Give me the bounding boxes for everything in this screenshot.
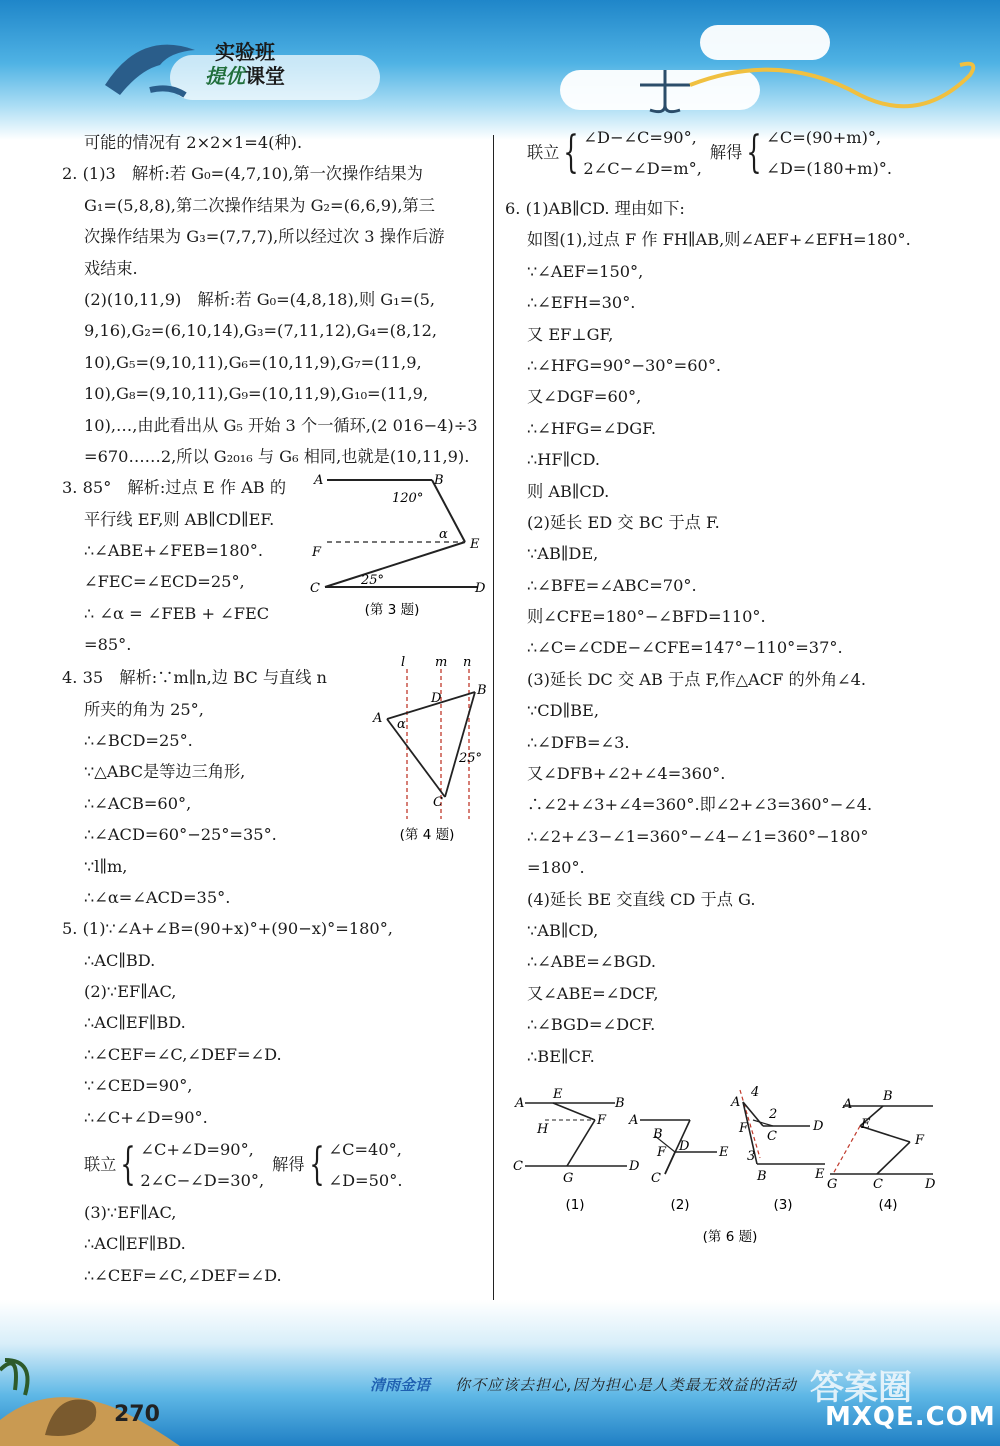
label-25: 25° (361, 573, 385, 589)
motto-tag: 清雨金语 (370, 1376, 431, 1394)
label-B: B (757, 1168, 767, 1184)
label-E: E (815, 1166, 825, 1182)
figure-q3 (307, 472, 487, 622)
label-F: F (312, 545, 322, 561)
equation: 2∠C−∠D=m°, (583, 159, 702, 178)
equation: ∠D=(180+m)°. (766, 159, 893, 178)
figure-q6 (505, 1078, 945, 1258)
text-line: (3)∵EF∥AC, (84, 1203, 177, 1223)
text-line: ∵AB∥DE, (527, 544, 599, 564)
figure-q6-1 (513, 1087, 640, 1213)
watermark-url: MXQE.COM (825, 1402, 996, 1432)
figure-caption: (第 4 题) (399, 827, 455, 844)
label-n3: 3 (747, 1148, 756, 1164)
brace-icon: { (120, 1139, 137, 1191)
brand-line1: 实验班 (215, 40, 275, 64)
label-G: G (563, 1170, 574, 1186)
anchor-rope-icon (630, 55, 990, 125)
label-D: D (629, 1158, 640, 1174)
motto-text: 你不应该去担心,因为担心是人类最无效益的活动 (455, 1376, 797, 1394)
text-line: ∴∠HFG=∠DGF. (527, 418, 657, 438)
text-line: (2)∵EF∥AC, (84, 982, 177, 1002)
label-D: D (475, 581, 486, 597)
text-line: 6. (1)AB∥CD. 理由如下: (505, 199, 685, 218)
text-line: G₁=(5,8,8),第二次操作结果为 G₂=(6,6,9),第三 (84, 195, 435, 215)
label-C: C (651, 1170, 661, 1186)
system-lead: 联立 (527, 143, 560, 163)
text-line: =670……2,所以 G₂₀₁₆ 与 G₆ 相同,也就是(10,11,9). (84, 446, 470, 466)
text-line: 平行线 EF,则 AB∥CD∥EF. (84, 509, 275, 529)
label-E: E (719, 1144, 729, 1160)
text-line: ∴AC∥BD. (84, 950, 156, 970)
text-line: 10),G₅=(9,10,11),G₆=(10,11,9),G₇=(11,9, (84, 352, 422, 372)
text-line: (4)延长 BE 交直线 CD 于点 G. (527, 889, 756, 909)
label-B: B (615, 1095, 625, 1111)
label-A: A (731, 1094, 741, 1110)
text-line: (2)(10,11,9) 解析:若 G₀=(4,8,18),则 G₁=(5, (84, 289, 436, 309)
label-B: B (653, 1126, 663, 1142)
text-line: ∵△ABC是等边三角形, (84, 762, 246, 782)
label-n4: 4 (751, 1084, 760, 1100)
label-C: C (513, 1158, 523, 1174)
label-n: n (463, 655, 472, 671)
figure-sub-caption: (2) (670, 1196, 690, 1213)
text-line: ∵CD∥BE, (527, 701, 599, 721)
text-line: ∵∠AEF=150°, (527, 261, 644, 281)
label-A: A (515, 1095, 525, 1111)
label-G: G (827, 1176, 838, 1192)
equation: ∠D−∠C=90°, (583, 128, 697, 147)
text-line: 又∠ABE=∠DCF, (527, 983, 659, 1003)
label-C: C (767, 1128, 777, 1144)
column-divider (493, 135, 494, 1345)
label-m: m (435, 655, 448, 671)
equation: ∠D=50°. (328, 1171, 403, 1191)
label-n2: 2 (769, 1106, 778, 1122)
text-line: ∵AB∥CD, (527, 920, 599, 940)
text-line: ∴∠BGD=∠DCF. (527, 1015, 656, 1035)
page-header (0, 0, 1000, 140)
text-line: 戏结束. (84, 258, 138, 278)
text-line: 4. 35 解析:∵m∥n,边 BC 与直线 n (62, 668, 327, 688)
label-120: 120° (392, 491, 424, 507)
label-A: A (843, 1096, 853, 1112)
text-line: 可能的情况有 2×2×1=4(种). (84, 133, 303, 152)
equation-system (505, 121, 945, 185)
text-line: (2)延长 ED 交 BC 于点 F. (527, 512, 720, 532)
page-number: 270 (114, 1402, 160, 1427)
text-line: ∴∠BFE=∠ABC=70°. (527, 575, 697, 595)
text-line: ∴∠ACD=60°−25°=35°. (84, 825, 277, 845)
equation: 2∠C−∠D=30°, (140, 1171, 265, 1191)
label-D: D (925, 1176, 936, 1192)
question-3 (62, 472, 487, 662)
text-line: ∴∠HFG=90°−30°=60°. (527, 355, 722, 375)
label-E: E (470, 537, 480, 553)
text-line: 2. (1)3 解析:若 G₀=(4,7,10),第一次操作结果为 (62, 164, 423, 184)
text-line: ∴HF∥CD. (527, 450, 601, 470)
label-E: E (553, 1086, 563, 1102)
text-line: =180°. (527, 858, 585, 878)
brand-line2: 课堂 (245, 64, 285, 88)
text-line: 5. (1)∵∠A+∠B=(90+x)°+(90−x)°=180°, (62, 919, 393, 939)
label-C: C (433, 795, 443, 811)
equation: ∠C=40°, (328, 1140, 402, 1160)
text-line: 又 EF⊥GF, (527, 324, 614, 344)
label-D: D (431, 691, 442, 707)
text-line: ∴∠BCD=25°. (84, 731, 193, 751)
label-F: F (597, 1112, 607, 1128)
label-B: B (477, 683, 487, 699)
figure-q6-3 (730, 1085, 825, 1213)
label-C: C (873, 1176, 883, 1192)
text-line: =85°. (84, 635, 132, 655)
label-A: A (314, 473, 324, 489)
figure-caption: (第 6 题) (702, 1228, 758, 1245)
label-B: B (883, 1088, 893, 1104)
figure-sub-caption: (3) (773, 1196, 793, 1213)
text-line: 3. 85° 解析:过点 E 作 AB 的 (62, 478, 287, 498)
label-25: 25° (459, 751, 483, 767)
system-mid: 解得 (709, 143, 743, 163)
system-lead: 联立 (84, 1155, 117, 1175)
text-line: ∴∠C=∠CDE−∠CFE=147°−110°=37°. (527, 638, 843, 658)
label-B: B (434, 473, 444, 489)
brace-icon: { (563, 127, 580, 178)
label-E: E (861, 1116, 871, 1132)
text-line: 10),G₈=(9,10,11),G₉=(10,11,9),G₁₀=(11,9, (84, 384, 429, 404)
text-line: 又∠DGF=60°, (527, 387, 642, 407)
text-line: ∴BE∥CF. (527, 1046, 595, 1066)
text-line: ∴∠CEF=∠C,∠DEF=∠D. (84, 1044, 282, 1064)
label-F: F (657, 1144, 667, 1160)
text-line: ∵∠CED=90°, (84, 1076, 193, 1096)
left-column (62, 127, 487, 1354)
label-H: H (537, 1121, 549, 1137)
text-line: ∴∠EFH=30°. (527, 293, 636, 313)
text-line: ∴∠ABE+∠FEB=180°. (84, 541, 264, 561)
text-line: ∠FEC=∠ECD=25°, (84, 572, 245, 592)
label-F: F (915, 1132, 925, 1148)
text-line: ∴∠ABE=∠BGD. (527, 952, 657, 972)
text-line: ∴∠C+∠D=90°. (84, 1107, 208, 1127)
text-line: 则 AB∥CD. (527, 481, 610, 501)
text-line: (3)延长 DC 交 AB 于点 F,作△ACF 的外角∠4. (527, 669, 867, 689)
label-A: A (629, 1112, 639, 1128)
text-line: ∵l∥m, (84, 856, 128, 876)
label-F: F (739, 1120, 749, 1136)
dolphin-icon (100, 30, 210, 100)
figure-q6-4 (827, 1089, 936, 1213)
equation: ∠C+∠D=90°, (140, 1140, 254, 1160)
text-line: ∴ ∠α = ∠FEB + ∠FEC (84, 603, 270, 623)
text-line: 次操作结果为 G₃=(7,7,7),所以经过次 3 操作后游 (84, 227, 445, 247)
figure-sub-caption: (4) (878, 1196, 898, 1213)
equation-system (62, 1133, 487, 1197)
brace-icon: { (308, 1139, 325, 1191)
label-A: A (373, 711, 383, 727)
question-4 (62, 655, 487, 913)
system-mid: 解得 (272, 1155, 305, 1175)
equation: ∠C=(90+m)°, (766, 128, 882, 147)
label-D: D (813, 1118, 824, 1134)
brace-icon: { (746, 127, 762, 178)
figure-q6-2 (628, 1113, 729, 1213)
text-line: 所夹的角为 25°, (84, 699, 204, 719)
watermark-logo: 答案圈 (810, 1368, 912, 1408)
brand-signature: 提优 (205, 64, 245, 88)
text-line: ∴AC∥EF∥BD. (84, 1013, 186, 1033)
label-l: l (401, 655, 406, 671)
figure-q4 (367, 654, 492, 854)
text-line: 则∠CFE=180°−∠BFD=110°. (527, 607, 766, 627)
text-line: 10),…,由此看出从 G₅ 开始 3 个一循环,(2 016−4)÷3 (84, 415, 478, 435)
brand-logo (205, 40, 285, 88)
text-line: ∴∠α=∠ACD=35°. (84, 888, 231, 908)
text-line: ∴∠2+∠3+∠4=360°.即∠2+∠3=360°−∠4. (527, 795, 873, 815)
sea-lion-icon (0, 1340, 180, 1446)
label-alpha: α (397, 717, 406, 733)
text-line: 又∠DFB+∠2+∠4=360°. (527, 764, 726, 784)
text-line: ∴∠2+∠3−∠1=360°−∠4−∠1=360°−180° (527, 826, 869, 846)
label-alpha: α (439, 527, 448, 543)
label-C: C (310, 581, 320, 597)
text-line: ∴∠CEF=∠C,∠DEF=∠D. (84, 1265, 282, 1285)
figure-sub-caption: (1) (565, 1196, 585, 1213)
text-line: ∴AC∥EF∥BD. (84, 1234, 186, 1254)
figure-caption: (第 3 题) (364, 602, 420, 619)
text-line: ∴∠ACB=60°, (84, 793, 192, 813)
label-D: D (679, 1138, 690, 1154)
text-line: ∴∠DFB=∠3. (527, 732, 630, 752)
text-line: 9,16),G₂=(6,10,14),G₃=(7,11,12),G₄=(8,12, (84, 321, 438, 341)
text-line: 如图(1),过点 F 作 FH∥AB,则∠AEF+∠EFH=180°. (527, 230, 911, 250)
right-column (505, 127, 945, 1268)
